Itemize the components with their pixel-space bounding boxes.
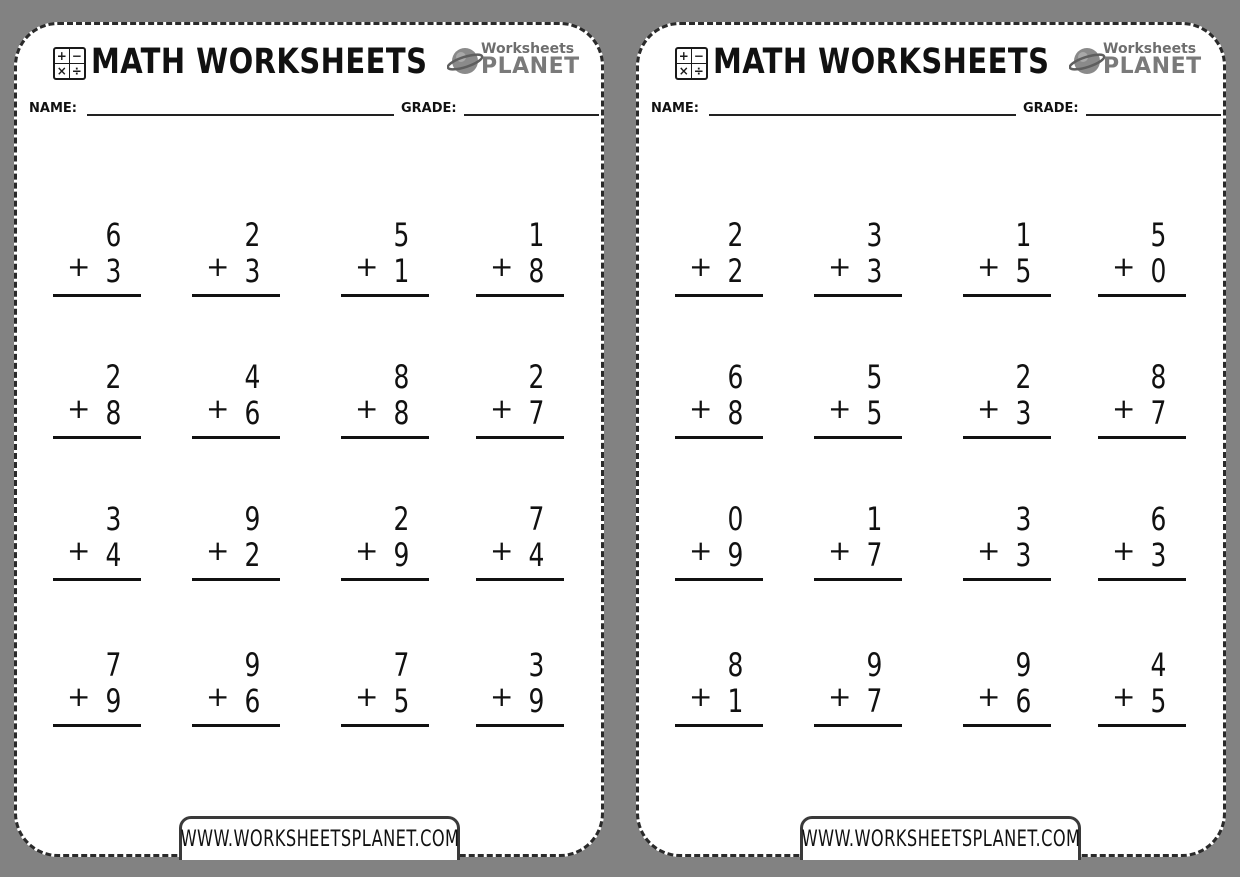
grade-label: GRADE: — [1023, 101, 1079, 116]
logo-text-worksheets: Worksheets — [1103, 41, 1197, 57]
addend-top: 6 — [105, 216, 121, 254]
answer-line — [1098, 724, 1186, 727]
name-label: NAME: — [651, 101, 699, 116]
operation-symbol: − — [692, 49, 707, 64]
worksheets-planet-logo — [447, 40, 579, 80]
answer-line — [963, 578, 1051, 581]
addend-top: 3 — [105, 500, 121, 538]
answer-line — [675, 294, 763, 297]
answer-line — [675, 578, 763, 581]
addend-top: 7 — [393, 646, 409, 684]
addend-top: 9 — [244, 500, 260, 538]
answer-line — [1098, 436, 1186, 439]
addend-top: 8 — [727, 646, 743, 684]
addition-problem — [1098, 646, 1188, 739]
addend-top: 1 — [528, 216, 544, 254]
plus-sign: + — [1112, 250, 1136, 283]
addition-problem — [814, 358, 904, 451]
addend-top: 2 — [1015, 358, 1031, 396]
answer-line — [53, 294, 141, 297]
answer-line — [814, 578, 902, 581]
addition-problem — [53, 646, 143, 739]
addition-problem — [341, 500, 431, 593]
plus-sign: + — [828, 250, 852, 283]
addend-bottom: 9 — [105, 682, 121, 720]
name-field[interactable] — [709, 114, 1016, 116]
addition-problem — [192, 646, 282, 739]
answer-line — [341, 294, 429, 297]
addition-problem — [341, 358, 431, 451]
plus-sign: + — [355, 392, 379, 425]
plus-sign: + — [1112, 392, 1136, 425]
addition-problem — [192, 216, 282, 309]
website-url[interactable]: WWW.WORKSHEETSPLANET.COM — [801, 827, 1080, 852]
addition-problem — [476, 646, 566, 739]
planet-icon — [447, 40, 485, 80]
plus-sign: + — [689, 392, 713, 425]
addend-bottom: 3 — [1150, 536, 1166, 574]
addend-top: 5 — [1150, 216, 1166, 254]
addend-top: 3 — [1015, 500, 1031, 538]
answer-line — [963, 436, 1051, 439]
website-footer — [179, 816, 460, 860]
addition-problem — [476, 358, 566, 451]
worksheets-planet-logo — [1069, 40, 1201, 80]
worksheet-right — [636, 22, 1226, 857]
addend-bottom: 5 — [866, 394, 882, 432]
addend-bottom: 9 — [727, 536, 743, 574]
addend-top: 2 — [727, 216, 743, 254]
math-operations-icon — [675, 47, 708, 80]
addend-bottom: 8 — [528, 252, 544, 290]
plus-sign: + — [689, 250, 713, 283]
addend-top: 4 — [1150, 646, 1166, 684]
addend-top: 3 — [866, 216, 882, 254]
plus-sign: + — [490, 250, 514, 283]
addend-bottom: 9 — [528, 682, 544, 720]
operation-symbol: ÷ — [71, 63, 82, 78]
answer-line — [963, 294, 1051, 297]
plus-sign: + — [67, 392, 91, 425]
plus-sign: + — [977, 250, 1001, 283]
addition-problem — [814, 216, 904, 309]
answer-line — [53, 578, 141, 581]
answer-line — [476, 294, 564, 297]
addition-problem — [192, 500, 282, 593]
answer-line — [192, 578, 280, 581]
answer-line — [341, 436, 429, 439]
plus-sign: + — [490, 392, 514, 425]
operation-symbol: + — [55, 49, 70, 64]
answer-line — [1098, 294, 1186, 297]
addition-problem — [53, 500, 143, 593]
answer-line — [192, 294, 280, 297]
grade-label: GRADE: — [401, 101, 457, 116]
addend-top: 1 — [1015, 216, 1031, 254]
addend-bottom: 3 — [866, 252, 882, 290]
addend-bottom: 7 — [1150, 394, 1166, 432]
website-footer — [800, 816, 1081, 860]
addend-bottom: 5 — [1015, 252, 1031, 290]
plus-sign: + — [67, 250, 91, 283]
addition-problem — [1098, 358, 1188, 451]
addend-bottom: 1 — [727, 682, 743, 720]
worksheet-left — [14, 22, 604, 857]
addition-problem — [1098, 500, 1188, 593]
addend-top: 7 — [105, 646, 121, 684]
plus-sign: + — [206, 680, 230, 713]
answer-line — [675, 724, 763, 727]
addend-top: 1 — [866, 500, 882, 538]
operation-symbol: + — [677, 49, 692, 64]
addend-top: 2 — [105, 358, 121, 396]
logo-text-planet: PLANET — [481, 54, 580, 79]
answer-line — [675, 436, 763, 439]
name-label: NAME: — [29, 101, 77, 116]
page-title: MATH WORKSHEETS — [713, 42, 1050, 82]
addition-problem — [963, 646, 1053, 739]
plus-sign: + — [490, 680, 514, 713]
addition-problem — [675, 500, 765, 593]
addend-top: 4 — [244, 358, 260, 396]
addend-top: 0 — [727, 500, 743, 538]
answer-line — [1098, 578, 1186, 581]
plus-sign: + — [977, 534, 1001, 567]
addend-bottom: 5 — [1150, 682, 1166, 720]
addend-bottom: 0 — [1150, 252, 1166, 290]
addend-top: 8 — [393, 358, 409, 396]
plus-sign: + — [490, 534, 514, 567]
addition-problem — [963, 500, 1053, 593]
plus-sign: + — [67, 534, 91, 567]
plus-sign: + — [355, 250, 379, 283]
addend-top: 6 — [727, 358, 743, 396]
addend-bottom: 2 — [727, 252, 743, 290]
plus-sign: + — [828, 392, 852, 425]
addend-top: 6 — [1150, 500, 1166, 538]
addition-problem — [53, 216, 143, 309]
plus-sign: + — [977, 392, 1001, 425]
addend-bottom: 4 — [105, 536, 121, 574]
plus-sign: + — [67, 680, 91, 713]
addend-bottom: 6 — [1015, 682, 1031, 720]
answer-line — [476, 724, 564, 727]
answer-line — [192, 724, 280, 727]
addend-bottom: 2 — [244, 536, 260, 574]
addend-top: 5 — [393, 216, 409, 254]
addition-problem — [675, 646, 765, 739]
addition-problem — [476, 216, 566, 309]
answer-line — [53, 436, 141, 439]
plus-sign: + — [1112, 534, 1136, 567]
answer-line — [341, 724, 429, 727]
addend-bottom: 4 — [528, 536, 544, 574]
answer-line — [814, 294, 902, 297]
answer-line — [341, 578, 429, 581]
logo-text-planet: PLANET — [1103, 54, 1202, 79]
addend-bottom: 8 — [393, 394, 409, 432]
plus-sign: + — [689, 534, 713, 567]
plus-sign: + — [355, 680, 379, 713]
plus-sign: + — [828, 534, 852, 567]
addition-problem — [476, 500, 566, 593]
addition-problem — [963, 216, 1053, 309]
addend-bottom: 7 — [866, 536, 882, 574]
addition-problem — [814, 646, 904, 739]
operation-symbol: × — [55, 64, 70, 79]
addition-problem — [1098, 216, 1188, 309]
addition-problem — [341, 646, 431, 739]
plus-sign: + — [1112, 680, 1136, 713]
addend-top: 9 — [866, 646, 882, 684]
addend-top: 9 — [244, 646, 260, 684]
plus-sign: + — [206, 392, 230, 425]
name-field[interactable] — [87, 114, 394, 116]
addend-bottom: 3 — [1015, 536, 1031, 574]
addend-top: 9 — [1015, 646, 1031, 684]
answer-line — [192, 436, 280, 439]
addend-bottom: 5 — [393, 682, 409, 720]
grade-field[interactable] — [464, 114, 599, 116]
operation-symbol: − — [70, 49, 85, 64]
operation-symbol: ÷ — [693, 63, 704, 78]
logo-text-worksheets: Worksheets — [481, 41, 575, 57]
addend-bottom: 8 — [727, 394, 743, 432]
answer-line — [476, 578, 564, 581]
addition-problem — [341, 216, 431, 309]
addition-problem — [53, 358, 143, 451]
plus-sign: + — [828, 680, 852, 713]
planet-icon — [1069, 40, 1107, 80]
answer-line — [53, 724, 141, 727]
addend-bottom: 8 — [105, 394, 121, 432]
addend-top: 8 — [1150, 358, 1166, 396]
website-url[interactable]: WWW.WORKSHEETSPLANET.COM — [180, 827, 459, 852]
plus-sign: + — [206, 534, 230, 567]
plus-sign: + — [689, 680, 713, 713]
plus-sign: + — [206, 250, 230, 283]
grade-field[interactable] — [1086, 114, 1221, 116]
addend-top: 3 — [528, 646, 544, 684]
addend-bottom: 6 — [244, 682, 260, 720]
plus-sign: + — [977, 680, 1001, 713]
addend-bottom: 3 — [1015, 394, 1031, 432]
addition-problem — [963, 358, 1053, 451]
math-operations-icon — [53, 47, 86, 80]
answer-line — [963, 724, 1051, 727]
addend-bottom: 9 — [393, 536, 409, 574]
addend-bottom: 3 — [105, 252, 121, 290]
addition-problem — [192, 358, 282, 451]
answer-line — [476, 436, 564, 439]
addend-top: 7 — [528, 500, 544, 538]
addend-bottom: 3 — [244, 252, 260, 290]
plus-sign: + — [355, 534, 379, 567]
addend-bottom: 7 — [866, 682, 882, 720]
addend-bottom: 6 — [244, 394, 260, 432]
addend-top: 2 — [393, 500, 409, 538]
addend-top: 5 — [866, 358, 882, 396]
answer-line — [814, 724, 902, 727]
addition-problem — [814, 500, 904, 593]
page-title: MATH WORKSHEETS — [91, 42, 428, 82]
addend-top: 2 — [244, 216, 260, 254]
operation-symbol: × — [677, 64, 692, 79]
addend-bottom: 7 — [528, 394, 544, 432]
addend-bottom: 1 — [393, 252, 409, 290]
answer-line — [814, 436, 902, 439]
addition-problem — [675, 358, 765, 451]
addition-problem — [675, 216, 765, 309]
addend-top: 2 — [528, 358, 544, 396]
